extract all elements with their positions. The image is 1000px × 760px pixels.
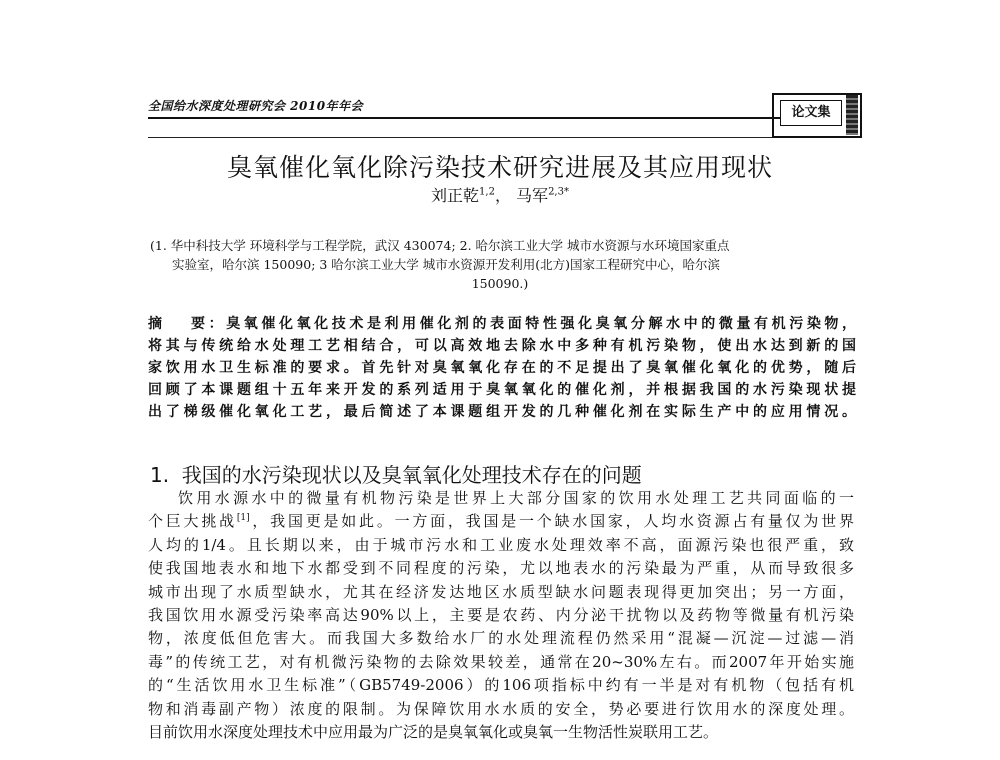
body-line: 毒”的传统工艺，对有机微污染物的去除效果较差，通常在20~30%左右。而2007年开始实施	[148, 652, 854, 671]
body-line: 饮用水源水中的微量有机物污染是世界上大部分国家的饮用水处理工艺共同面临的一	[178, 489, 854, 507]
body-line: 个巨大挑战[1]，我国更是如此。一方面，我国是一个缺水国家，人均水资源占有量仅为世界	[148, 512, 854, 531]
abstract-label: 摘 要：	[148, 316, 227, 332]
author-separator: ，	[494, 186, 511, 205]
author-affil-sup: 1,2	[479, 186, 495, 198]
abstract-line: 将其与传统给水处理工艺相结合，可以高效地去除水中多种有机污染物，使出水达到新的国	[148, 338, 856, 354]
body-line: 我国饮用水源受污染率高达90%以上，主要是农药、内分泌干扰物以及药物等微量有机污染	[148, 606, 854, 625]
header-rule-thin	[148, 137, 848, 138]
abstract	[148, 313, 856, 423]
affiliation-line: (1. 华中科技大学 环境科学与工程学院，武汉 430074; 2. 哈尔滨工业大学 城市水资源与水环境国家重点	[150, 238, 730, 253]
badge-edge-pattern	[846, 95, 858, 135]
header-rule	[148, 117, 780, 119]
affiliations	[150, 236, 850, 293]
abstract-line: 回顾了本课题组十五年来开发的系列适用于臭氧氧化的催化剂，并根据我国的水污染现状提	[148, 382, 856, 398]
abstract-line: 摘 要：臭氧催化氧化技术是利用催化剂的表面特性强化臭氧分解水中的微量有机污染物，	[148, 316, 857, 332]
body-line: 人均的1/4。且长期以来，由于城市污水和工业废水处理效率不高，面源污染也很严重，致	[148, 535, 854, 554]
citation-ref: [1]	[236, 513, 250, 524]
section-heading: 1. 我国的水污染现状以及臭氧氧化处理技术存在的问题	[150, 463, 642, 487]
body-line: 使我国地表水和地下水都受到不同程度的污染，尤以地表水的污染最为严重，从而导致很多	[148, 559, 854, 578]
running-header: 全国给水深度处理研究会 2010年年会	[148, 99, 364, 113]
section-body	[148, 487, 854, 744]
affiliation-line: 150090.)	[471, 276, 529, 291]
paper-title: 臭氧催化氧化除污染技术研究进展及其应用现状	[226, 153, 773, 182]
affiliation-line: 实验室，哈尔滨 150090; 3 哈尔滨工业大学 城市水资源开发利用(北方)国家工程研究中心，哈尔滨	[172, 257, 721, 272]
proceedings-badge: 论文集	[780, 100, 842, 126]
abstract-line: 出了梯级催化氧化工艺，最后简述了本课题组开发的几种催化剂在实际生产中的应用情况。	[148, 404, 856, 420]
body-line: 物和消毒副产物）浓度的限制。为保障饮用水水质的安全，势必要进行饮用水的深度处理。	[148, 699, 854, 718]
author-name: 马军	[516, 186, 549, 205]
body-line: 的“生活饮用水卫生标准”（GB5749-2006）的106项指标中约有一半是对有机物（包括有机	[148, 676, 854, 695]
abstract-line: 家饮用水卫生标准的要求。首先针对臭氧氧化存在的不足提出了臭氧催化氧化的优势，随后	[148, 360, 856, 376]
body-line: 城市出现了水质型缺水，尤其在经济发达地区水质型缺水问题表现得更加突出；另一方面，	[148, 582, 854, 601]
author-name: 刘正乾	[431, 186, 480, 205]
body-line: 目前饮用水深度处理技术中应用最为广泛的是臭氧氧化或臭氧一生物活性炭联用工艺。	[148, 723, 719, 742]
author-list	[0, 183, 1000, 206]
body-line: 物，浓度低但危害大。而我国大多数给水厂的水处理流程仍然采用“混凝—沉淀—过滤—消	[148, 629, 854, 648]
author-affil-sup: 2,3*	[548, 186, 569, 198]
